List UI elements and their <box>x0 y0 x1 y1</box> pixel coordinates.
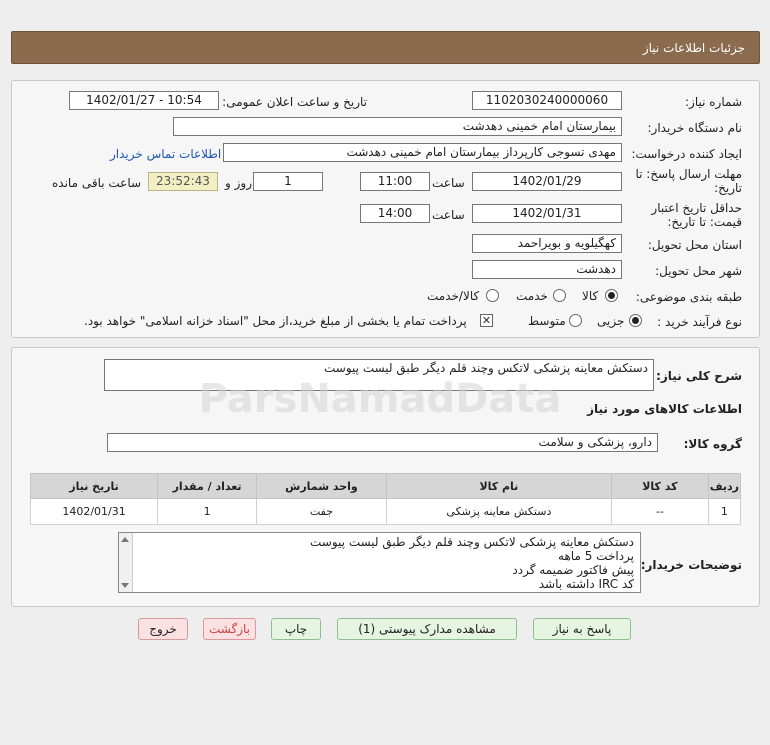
treasury-checkbox[interactable]: ✕ <box>481 314 492 327</box>
deadline-label-1: مهلت ارسال پاسخ: تا <box>635 167 742 181</box>
cell-quantity: 1 <box>158 499 257 525</box>
attachments-button[interactable]: مشاهده مدارک پیوستی (1) <box>337 618 517 640</box>
goods-group-field: دارو، پزشکی و سلامت <box>107 433 658 452</box>
buyer-note-line: دستکش معاینه پزشکی لاتکس وچند قلم دیگر طبق لیست پیوست <box>310 535 634 549</box>
process-option-medium: متوسط <box>528 314 566 328</box>
cell-name: دستکش معاینه پزشکی <box>386 499 611 525</box>
treasury-note: پرداخت تمام یا بخشی از مبلغ خرید،از محل "اسناد خزانه اسلامی" خواهد بود. <box>84 314 467 328</box>
exit-button[interactable]: خروج <box>138 618 188 640</box>
deadline-time-label: ساعت <box>432 176 465 190</box>
col-name: نام کالا <box>386 474 611 499</box>
page-header <box>11 31 760 64</box>
buyer-notes-label: توضیحات خریدار: <box>640 558 742 572</box>
category-radio-goods[interactable] <box>605 289 618 302</box>
reply-button[interactable]: پاسخ به نیاز <box>533 618 631 640</box>
process-option-minor: جزیی <box>597 314 625 328</box>
contact-buyer-link[interactable]: اطلاعات تماس خریدار <box>110 147 222 161</box>
col-unit: واحد شمارش <box>257 474 387 499</box>
city-label: شهر محل تحویل: <box>655 264 742 278</box>
buyer-field: بیمارستان امام خمینی دهدشت <box>173 117 622 136</box>
col-row: ردیف <box>708 474 740 499</box>
notes-scrollbar[interactable] <box>119 533 133 592</box>
watermark-brand: ParsNamadData <box>198 376 562 422</box>
category-radio-both[interactable] <box>486 289 499 302</box>
city-field: دهدشت <box>472 260 622 279</box>
cell-date: 1402/01/31 <box>31 499 158 525</box>
buyer-note-line: کد IRC داشته باشد <box>538 577 634 591</box>
col-code: کد کالا <box>611 474 708 499</box>
validity-label-2: قیمت: تا تاریخ: <box>667 215 742 229</box>
announce-label: تاریخ و ساعت اعلان عمومی: <box>222 95 367 109</box>
remaining-time-field: 23:52:43 <box>148 172 218 191</box>
goods-section-title: اطلاعات کالاهای مورد نیاز <box>587 402 742 416</box>
print-button[interactable]: چاپ <box>271 618 321 640</box>
category-option-goods: کالا <box>582 289 599 303</box>
announce-field: 1402/01/27 - 10:54 <box>69 91 219 110</box>
process-label: نوع فرآیند خرید : <box>657 315 742 329</box>
deadline-time-field: 11:00 <box>360 172 430 191</box>
scroll-down-icon[interactable] <box>121 583 129 588</box>
category-radio-service[interactable] <box>553 289 566 302</box>
remaining-label: ساعت باقی مانده <box>52 176 142 190</box>
validity-label-1: حداقل تاریخ اعتبار <box>651 201 742 215</box>
cell-row: 1 <box>708 499 740 525</box>
validity-time-field: 14:00 <box>360 204 430 223</box>
category-label: طبقه بندی موضوعی: <box>635 290 742 304</box>
goods-table-header <box>31 474 741 499</box>
category-option-both: کالا/خدمت <box>427 289 480 303</box>
buyer-label: نام دستگاه خریدار: <box>647 121 742 135</box>
col-quantity: تعداد / مقدار <box>158 474 257 499</box>
process-radio-minor[interactable] <box>629 314 642 327</box>
cell-code: -- <box>611 499 708 525</box>
deadline-date-field: 1402/01/29 <box>472 172 622 191</box>
process-radio-medium[interactable] <box>569 314 582 327</box>
need-number-field: 1102030240000060 <box>472 91 622 110</box>
creator-field: مهدی تسوجی کارپرداز بیمارستان امام خمینی دهدشت <box>223 143 622 162</box>
category-option-service: خدمت <box>516 289 548 303</box>
goods-table <box>30 473 741 525</box>
scroll-up-icon[interactable] <box>121 537 129 542</box>
deadline-label-2: تاریخ: <box>714 181 742 195</box>
page-title: جزئیات اطلاعات نیاز <box>642 41 745 55</box>
buyer-note-line: پرداخت 5 ماهه <box>558 549 634 563</box>
province-label: استان محل تحویل: <box>647 238 742 252</box>
validity-time-label: ساعت <box>432 208 465 222</box>
back-button[interactable]: بازگشت <box>203 618 256 640</box>
need-number-label: شماره نیاز: <box>685 95 742 109</box>
validity-date-field: 1402/01/31 <box>472 204 622 223</box>
description-field: دستکش معاینه پزشکی لاتکس وچند قلم دیگر طبق لیست پیوست <box>104 359 654 391</box>
table-row[interactable] <box>31 499 741 525</box>
cell-unit: جفت <box>257 499 387 525</box>
buyer-notes-textarea[interactable] <box>118 532 641 593</box>
days-label: روز و <box>225 176 252 190</box>
buyer-note-line: پیش فاکتور ضمیمه گردد <box>512 563 634 577</box>
description-label: شرح کلی نیاز: <box>656 369 742 383</box>
days-field: 1 <box>253 172 323 191</box>
goods-group-label: گروه کالا: <box>683 437 742 451</box>
province-field: کهگیلویه و بویراحمد <box>472 234 622 253</box>
creator-label: ایجاد کننده درخواست: <box>631 147 742 161</box>
col-date: تاریخ نیاز <box>31 474 158 499</box>
